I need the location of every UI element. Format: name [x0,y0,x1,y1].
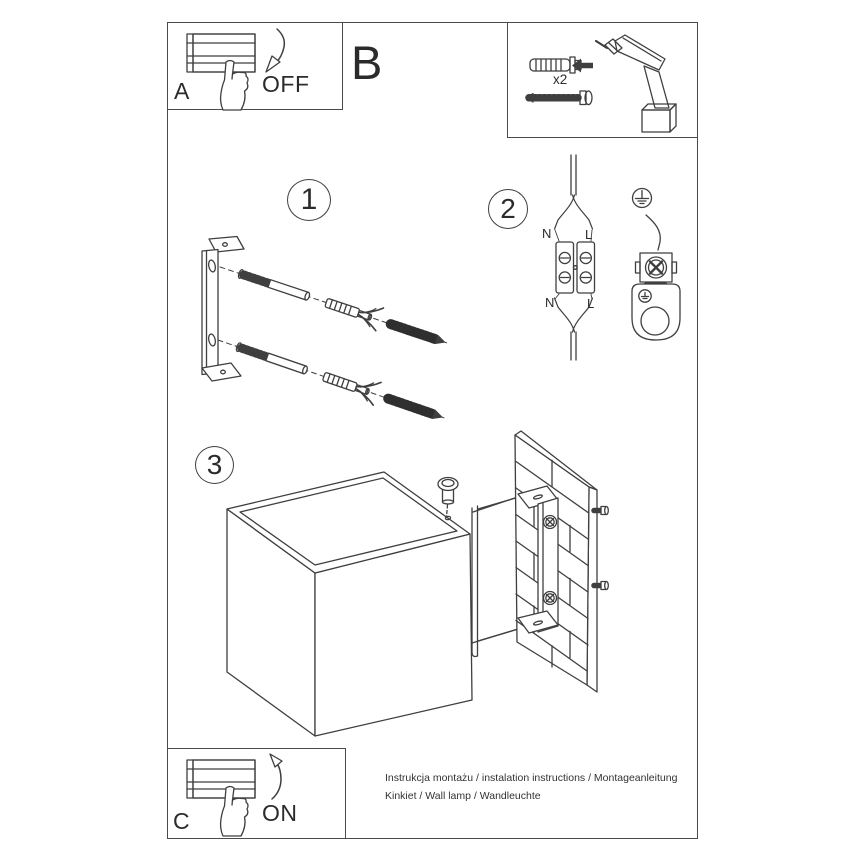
panel-b-label: B [351,36,383,89]
footer-text [385,770,677,805]
screw-icon [527,91,592,105]
wall-plug-icon [530,57,593,73]
hand-press-icon [221,787,248,837]
footer-line-2: Kinkiet / Wall lamp / Wandleuchte [385,789,541,802]
off-label: OFF [262,71,310,97]
wire-label-live-top: L [585,227,593,242]
step-2-number: 2 [500,193,516,224]
ground-wire-icon [646,215,660,250]
step2-illustration [540,150,690,365]
screw-anchor-assembly-icon [217,255,452,354]
wire-label-neutral-top: N [542,226,552,241]
terminal-block-icon [556,242,595,293]
circuit-breaker-icon [187,34,255,72]
step1-illustration [195,230,460,430]
tools-illustration [512,26,694,136]
panel-a-label: A [174,78,190,104]
footer-line-1: Instrukcja montażu / instalation instructions / Montageanleitung [385,772,678,784]
step-1-number: 1 [300,183,318,216]
cube-wall-lamp-icon [227,472,472,736]
mounting-bracket-icon [202,237,244,382]
wire-label-neutral-bottom: N [545,295,555,310]
step-3-badge [195,446,234,484]
circuit-breaker-off-illustration [180,26,320,112]
circuit-breaker-on-illustration [180,752,320,838]
drill-icon [596,35,676,132]
wire-label-live-bottom: L [587,296,595,311]
screw-anchor-assembly-icon [214,328,449,429]
ground-terminal-icon [632,253,680,340]
circuit-breaker-icon [187,760,255,798]
on-label: ON [262,800,298,826]
curved-arrow-up-icon [270,754,282,799]
hand-press-icon [221,61,248,111]
step-3-number: 3 [206,449,223,480]
step-1-badge [287,179,331,221]
earth-ground-symbol-icon [633,189,652,208]
panel-c-label: C [173,808,190,834]
set-screw-icon [438,478,458,518]
curved-arrow-down-icon [266,29,284,72]
step3-illustration [195,430,615,745]
step-2-badge [488,189,528,229]
anchor-count-label: x2 [553,72,568,87]
